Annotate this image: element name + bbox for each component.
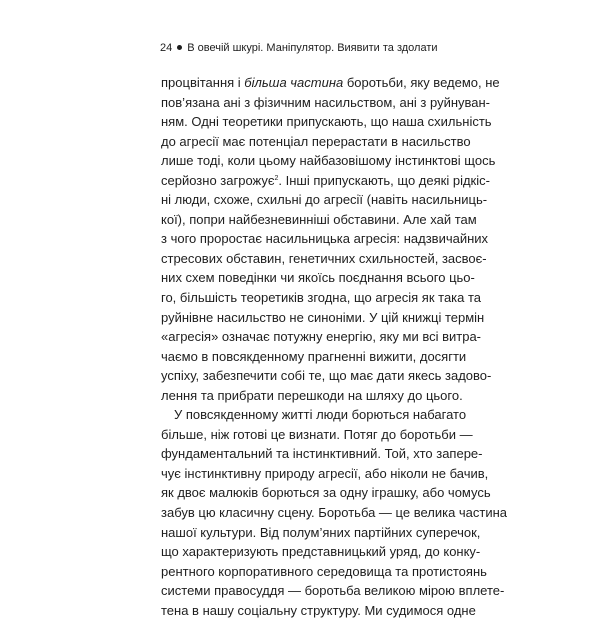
text-line: більше, ніж готові це визнати. Потяг до боротьби — [161, 426, 473, 442]
text-line: руйнівне насильство не синоніми. У цій книжці термін [161, 309, 485, 325]
text-line: як двоє малюків борються за одну іграшку, або чомусь [161, 485, 491, 501]
text-line: нашої культури. Від полум’яних партійних суперечок, [161, 524, 481, 540]
text-line: з чого проростає насильницька агресія: надзвичайних [161, 231, 489, 247]
text-line: го, більшість теоретиків згодна, що агресія як така та [161, 290, 482, 306]
text-line: серйозно загрожує$^2$. Інші припускають, що деякі рідкіс- [161, 172, 490, 188]
footnote-marker: 2 [274, 174, 279, 182]
text-line: ні люди, схоже, схильні до агресії (навіть насильниць- [161, 192, 488, 208]
text-line: рентного корпоративного середовища та протистоянь [161, 563, 487, 579]
text-line: кої), попри найбезневинніші обставини. Але хай там [161, 211, 477, 227]
text-line: фундаментальний та інстинктивний. Той, хто запере- [161, 446, 483, 462]
running-header [160, 41, 438, 55]
page-number: 24 [160, 42, 173, 54]
text-line: лення та прибрати перешкоди на шляху до цього. [161, 387, 463, 403]
bullet-separator-icon [177, 45, 182, 50]
text-line: чаємо в повсякденному прагненні вижити, досягти [161, 348, 467, 364]
running-title: В овечій шкурі. Маніпулятор. Виявити та здолати [187, 42, 438, 54]
text-line: ням. Одні теоретики припускають, що наша схильність [161, 114, 492, 130]
text-line: що характеризують представницький уряд, до конку- [161, 544, 481, 560]
text-line: до агресії має потенціал перерастати в насильство [161, 133, 471, 149]
text-line: системи правосуддя — боротьба великою мірою вплете- [161, 583, 505, 599]
text-line: них схем поведінки чи якоїсь поєднання всього цьо- [161, 270, 475, 286]
text-line: успіху, забезпечити собі те, що має дати якесь задово- [161, 368, 492, 384]
text-line: процвітання і більша частина боротьби, яку ведемо, не [161, 75, 500, 90]
text-line: пов’язана ані з фізичним насильством, ані з руйнуван- [161, 94, 491, 110]
text-line: чує інстинктивну природу агресії, або ніколи не бачив, [161, 465, 489, 481]
text-line: «агресія» означає потужну енергію, яку ми всі витра- [161, 329, 482, 345]
text-line: стресових обставин, генетичних схильностей, засвоє- [161, 250, 487, 266]
text-line: лише тоді, коли цьому найбазовішому інстинктові щось [161, 153, 496, 169]
text-line: У повсякденному житті люди борються набагато [174, 407, 467, 423]
italic-emphasis: більша частина [244, 75, 344, 90]
text-line: тена в нашу соціальну структуру. Ми судимося одне [161, 602, 476, 618]
text-line: забув цю класичну сцену. Боротьба — це велика частина [161, 505, 508, 521]
body-text [161, 73, 508, 620]
